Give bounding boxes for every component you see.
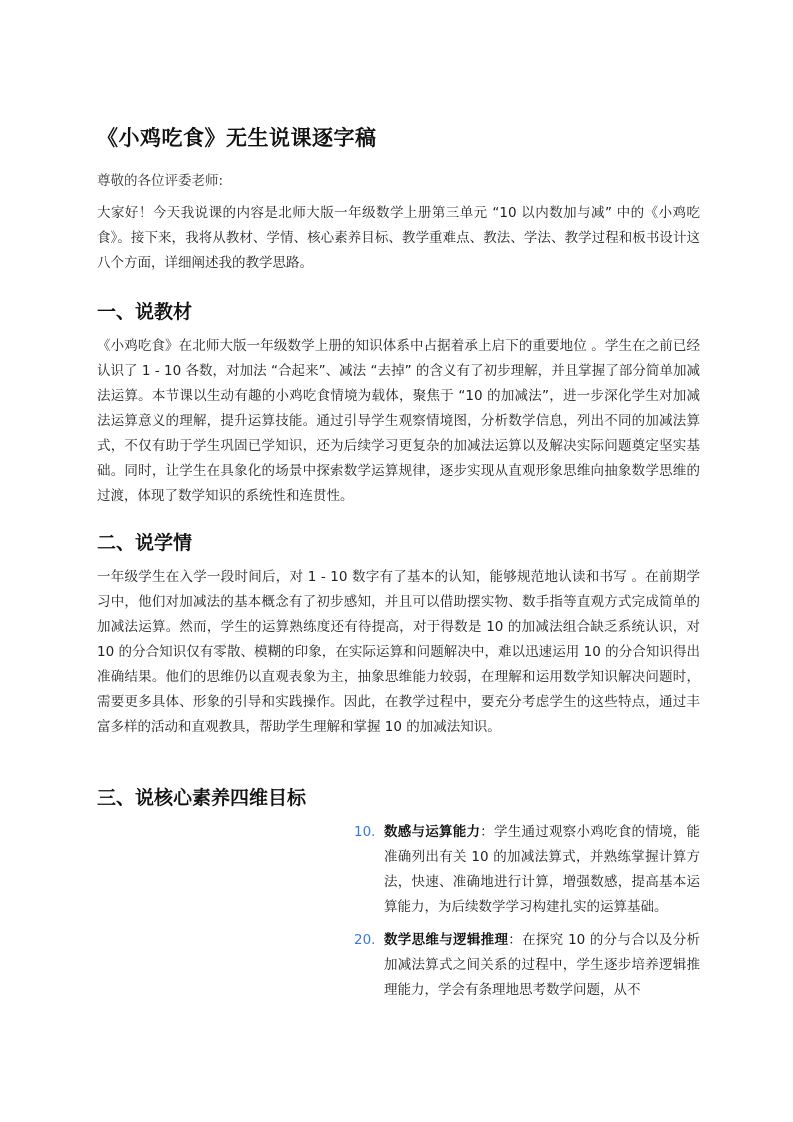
list-item-body	[369, 820, 700, 920]
goals-list	[355, 820, 700, 1011]
document-title: 《小鸡吃食》无生说课逐字稿	[97, 126, 377, 150]
list-item-term: 数感与运算能力	[384, 824, 481, 840]
salutation: 尊敬的各位评委老师:	[97, 173, 224, 189]
list-item-body	[369, 928, 700, 1003]
list-item	[355, 820, 700, 920]
section-body-textbook: 《小鸡吃食》在北师大版一年级数学上册的知识体系中占据着承上启下的重要地位 。学生在之前已经认识了 1 - 10 各数，对加法 “合起来”、减法 “去掉” 的含义有了初步理解，并且掌握了部分简单加减法运算。本节课以生动有趣的小鸡吃食情境为载体，聚焦于 “10 的加减法”，进一步深化学生对加减法运算意义的理解，提升运算技能。通过引导学生观察情境图，分析数学信息，列出不同的加减法算式，不仅有助于学生巩固已学知识，还为后续学习更复杂的加减法运算以及解决实际问题奠定坚实基础。同时，让学生在具象化的场景中探索数学运算规律，逐步实现从直观形象思维向抽象数学思维的过渡，体现了数学知识的系统性和连贯性。	[97, 338, 700, 504]
section-heading-students: 二、说学情	[97, 532, 193, 554]
list-item-number: 10.	[354, 824, 376, 840]
list-item-text: ：学生通过观察小鸡吃食的情境，能准确列出有关 10 的加减法算式，并熟练掌握计算方法，快速、准确地进行计算，增强数感，提高基本运算能力，为后续数学学习构建扎实的运算基础。	[384, 824, 700, 915]
intro-paragraph: 大家好！今天我说课的内容是北师大版一年级数学上册第三单元 “10 以内数加与减” 中的《小鸡吃食》。接下来，我将从教材、学情、核心素养目标、教学重难点、教法、学法、教学过程和板书设计这八个方面，详细阐述我的教学思路。	[97, 205, 700, 271]
list-item-text: ：在探究 10 的分与合以及分析加减法算式之间关系的过程中，学生逐步培养逻辑推理能力，学会有条理地思考数学问题，从不	[384, 932, 701, 998]
list-item-number: 20.	[354, 932, 376, 948]
section-body-students: 一年级学生在入学一段时间后，对 1 - 10 数字有了基本的认知，能够规范地认读和书写 。在前期学习中，他们对加减法的基本概念有了初步感知，并且可以借助摆实物、数手指等直观方式完成简单的加减法运算。然而，学生的运算熟练度还有待提高，对于得数是 10 的加减法组合缺乏系统认识，对 10 的分合知识仅有零散、模糊的印象，在实际运算和问题解决中，难以迅速运用 10 的分合知识得出准确结果。他们的思维仍以直观表象为主，抽象思维能力较弱，在理解和运用数学知识解决问题时，需要更多具体、形象的引导和实践操作。因此，在教学过程中，要充分考虑学生的这些特点，通过丰富多样的活动和直观教具，帮助学生理解和掌握 10 的加减法知识。	[97, 569, 700, 735]
list-item-term: 数学思维与逻辑推理	[384, 932, 509, 948]
list-item	[355, 928, 700, 1003]
section-heading-goals: 三、说核心素养四维目标	[97, 787, 307, 809]
section-heading-textbook: 一、说教材	[97, 301, 193, 323]
